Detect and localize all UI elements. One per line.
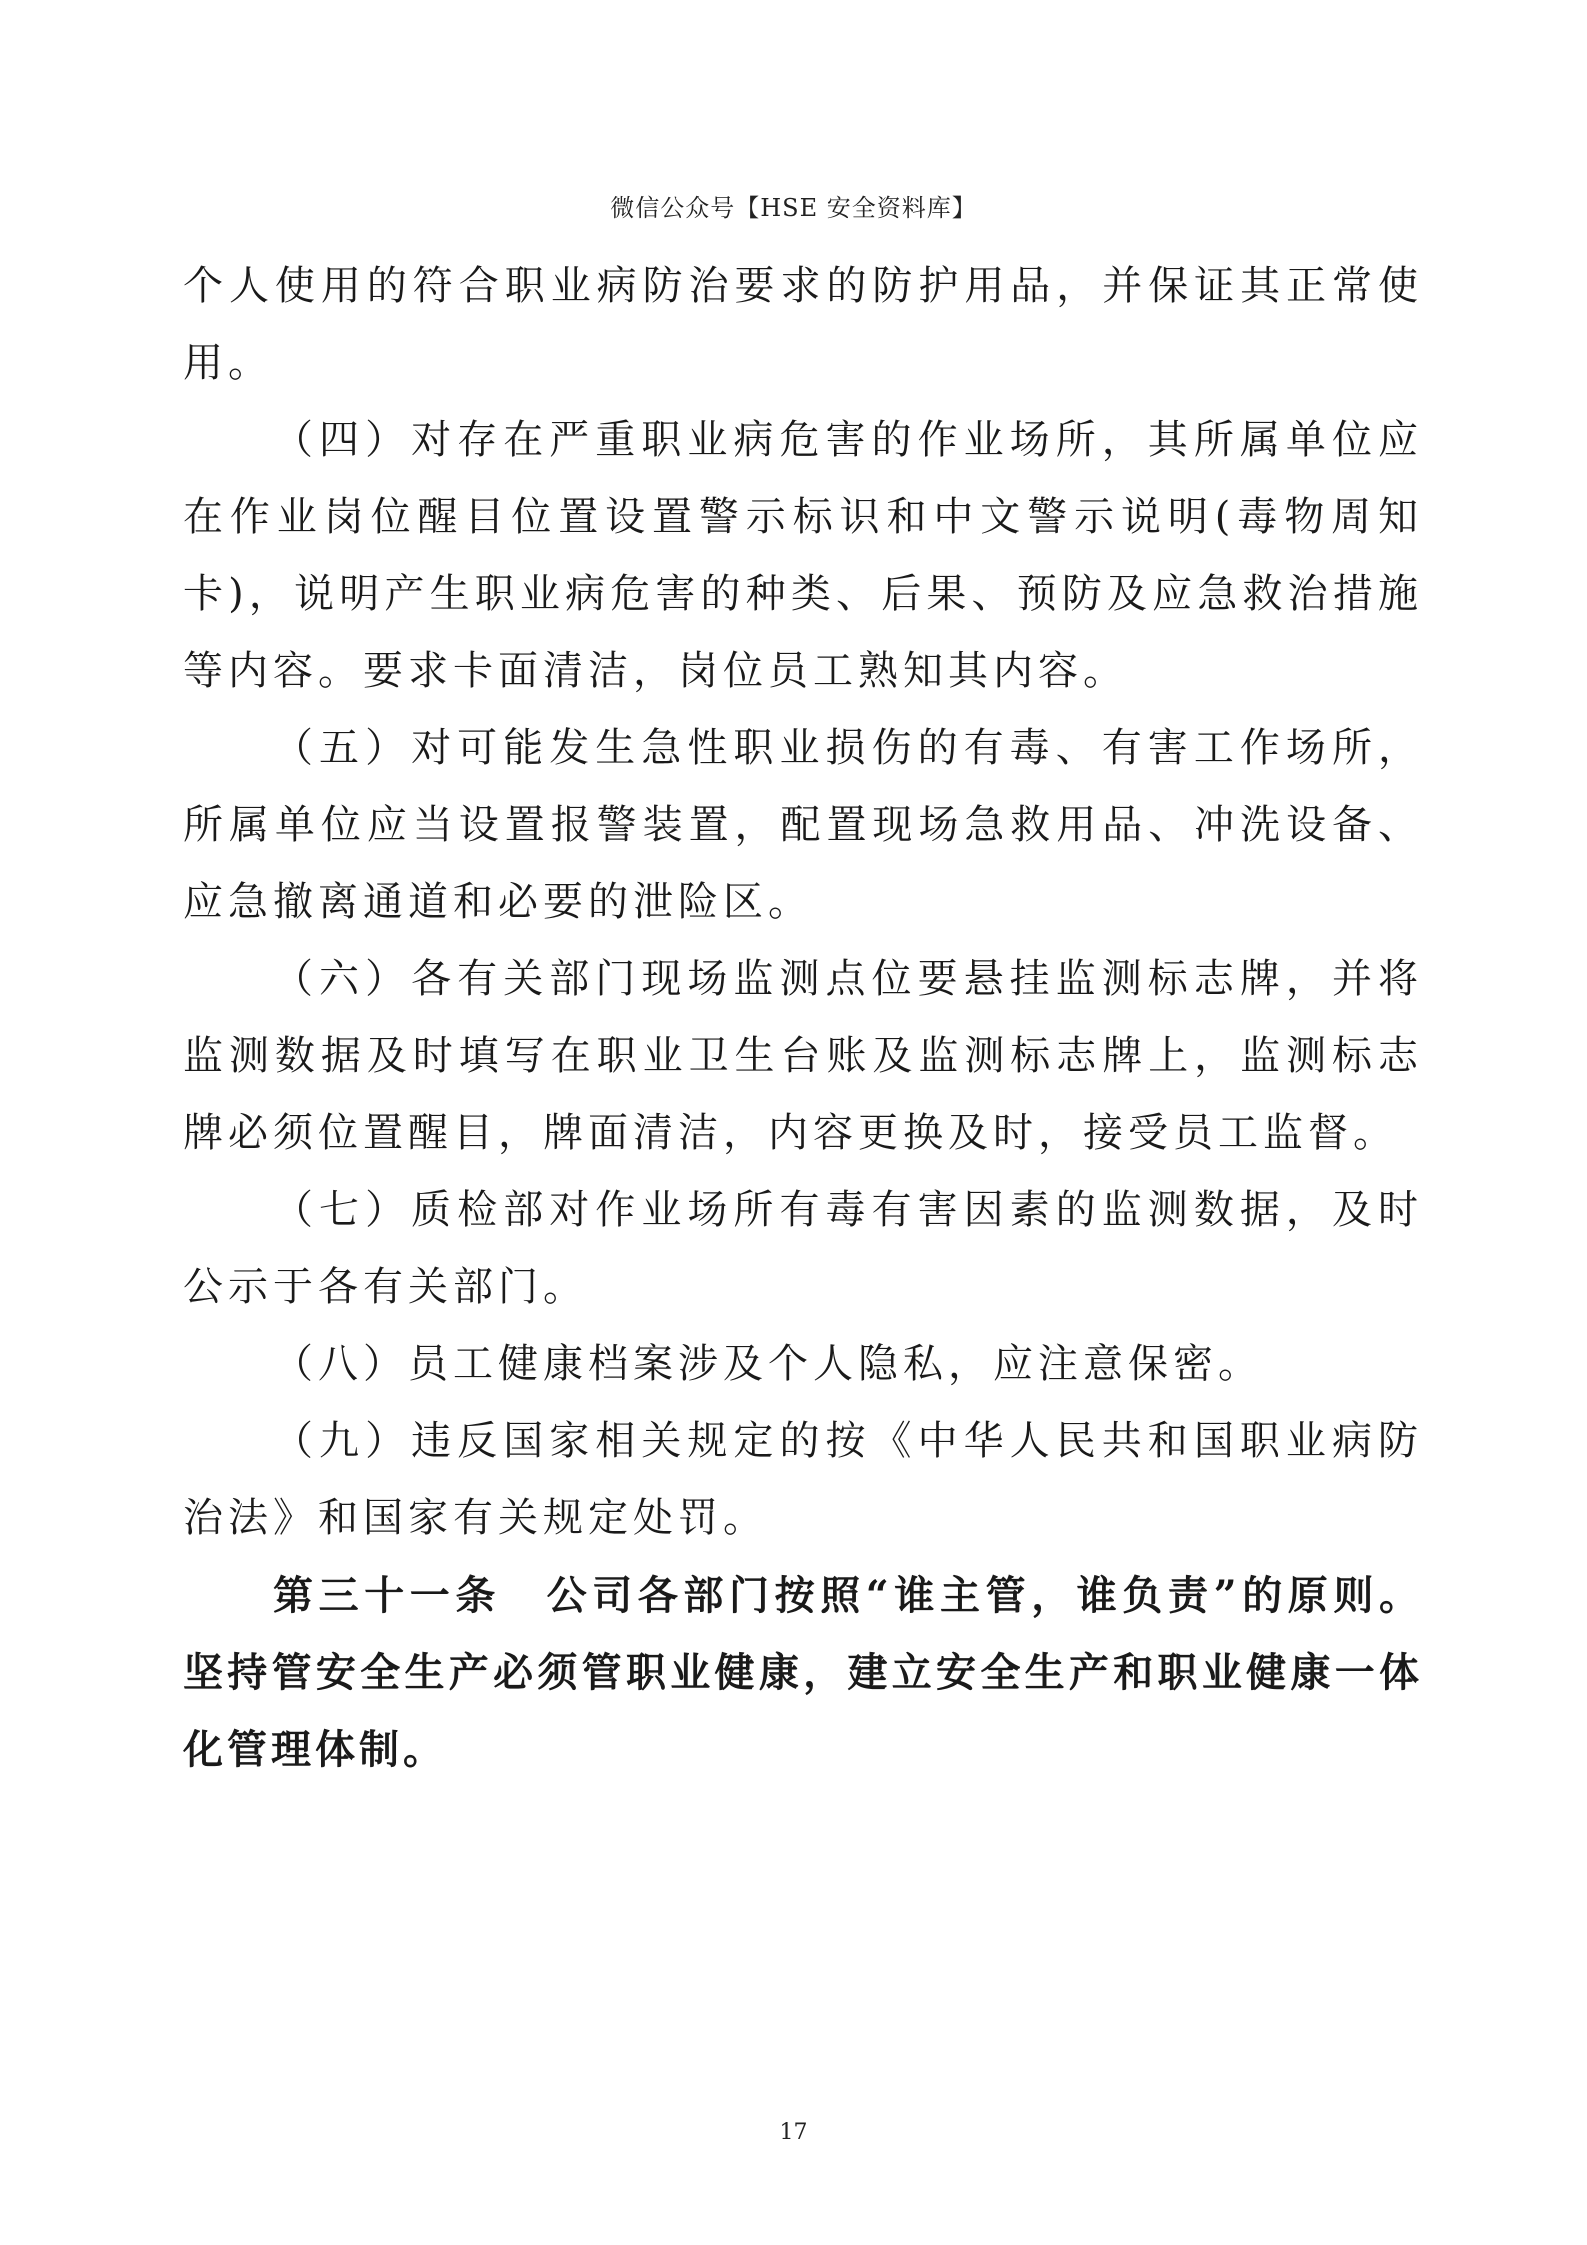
document-body — [183, 248, 1423, 1788]
article-31: 第三十一条 公司各部门按照“谁主管，谁负责”的原则。坚持管安全生产必须管职业健康，建立安全生产和职业健康一体化管理体制。 — [183, 1572, 1423, 1773]
paragraph-item-6: （六）各有关部门现场监测点位要悬挂监测标志牌，并将监测数据及时填写在职业卫生台账及监测标志牌上，监测标志牌必须位置醒目，牌面清洁，内容更换及时，接受员工监督。 — [183, 956, 1423, 1156]
paragraph-continuation: 个人使用的符合职业病防治要求的防护用品，并保证其正常使用。 — [183, 263, 1423, 386]
page-number: 17 — [779, 2120, 808, 2145]
paragraph-item-4: （四）对存在严重职业病危害的作业场所，其所属单位应在作业岗位醒目位置设置警示标识和中文警示说明(毒物周知卡)，说明产生职业病危害的种类、后果、预防及应急救治措施等内容。要求卡面清洁，岗位员工熟知其内容。 — [183, 417, 1423, 694]
paragraph-item-7: （七）质检部对作业场所有毒有害因素的监测数据，及时公示于各有关部门。 — [183, 1187, 1423, 1310]
paragraph-item-8: （八）员工健康档案涉及个人隐私，应注意保密。 — [273, 1341, 1263, 1387]
paragraph-item-5: （五）对可能发生急性职业损伤的有毒、有害工作场所，所属单位应当设置报警装置，配置现场急救用品、冲洗设备、应急撤离通道和必要的泄险区。 — [183, 725, 1423, 925]
page-header: 微信公众号【HSE 安全资料库】 — [610, 194, 977, 222]
paragraph-item-9: （九）违反国家相关规定的按《中华人民共和国职业病防治法》和国家有关规定处罚。 — [183, 1418, 1423, 1541]
